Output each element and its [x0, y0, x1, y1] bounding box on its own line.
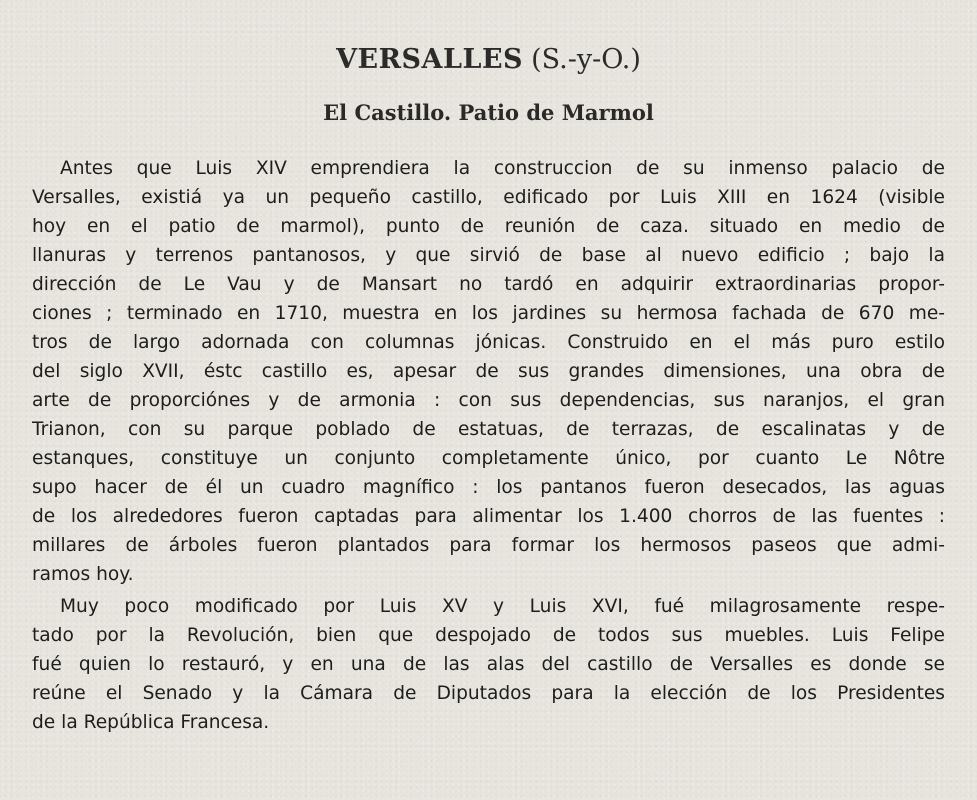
text-line: Trianon, con su parque poblado de estatuas, de terrazas, de escalinatas y de: [32, 419, 945, 440]
text-line: tros de largo adornada con columnas jónicas. Construido en el más puro estilo: [32, 332, 945, 353]
text-line: tado por la Revolución, bien que despojado de todos sus muebles. Luis Felipe: [32, 625, 945, 646]
text-line: ramos hoy.: [32, 564, 134, 585]
text-line: llanuras y terrenos pantanosos, y que sirvió de base al nuevo edificio ; bajo la: [32, 245, 945, 266]
text-line: supo hacer de él un cuadro magnífico : los pantanos fueron desecados, las aguas: [32, 477, 945, 498]
text-line: de la República Francesa.: [32, 712, 270, 733]
text-line: millares de árboles fueron plantados para formar los hermosos paseos que admi-: [32, 535, 945, 556]
text-line: Versalles, existiá ya un pequeño castillo, edificado por Luis XIII en 1624 (visible: [32, 187, 945, 208]
text-line: reúne el Senado y la Cámara de Diputados para la elección de los Presidentes: [32, 683, 945, 704]
text-line: dirección de Le Vau y de Mansart no tardó en adquirir extraordinarias propor-: [32, 274, 945, 295]
text-line: de los alrededores fueron captadas para alimentar los 1.400 chorros de las fuentes :: [32, 506, 945, 527]
text-line: Antes que Luis XIV emprendiera la construccion de su inmenso palacio de: [60, 158, 945, 179]
document-title: [0, 42, 977, 78]
text-line: Muy poco modificado por Luis XV y Luis XVI, fué milagrosamente respe-: [60, 596, 945, 617]
text-line: arte de proporciónes y de armonia : con sus dependencias, sus naranjos, el gran: [32, 390, 945, 411]
title-main: VERSALLES: [336, 44, 524, 75]
text-line: ciones ; terminado en 1710, muestra en los jardines su hermosa fachada de 670 me-: [32, 303, 945, 324]
document-subtitle: El Castillo. Patio de Marmol: [323, 100, 654, 125]
text-line: fué quien lo restauró, y en una de las alas del castillo de Versalles es donde se: [32, 654, 945, 675]
text-line: del siglo XVII, éstc castillo es, apesar de sus grandes dimensiones, una obra de: [32, 361, 945, 382]
text-line: estanques, constituye un conjunto completamente único, por cuanto Le Nôtre: [32, 448, 945, 469]
text-line: hoy en el patio de marmol), punto de reunión de caza. situado en medio de: [32, 216, 945, 237]
title-region: (S.-y-O.): [531, 44, 641, 75]
